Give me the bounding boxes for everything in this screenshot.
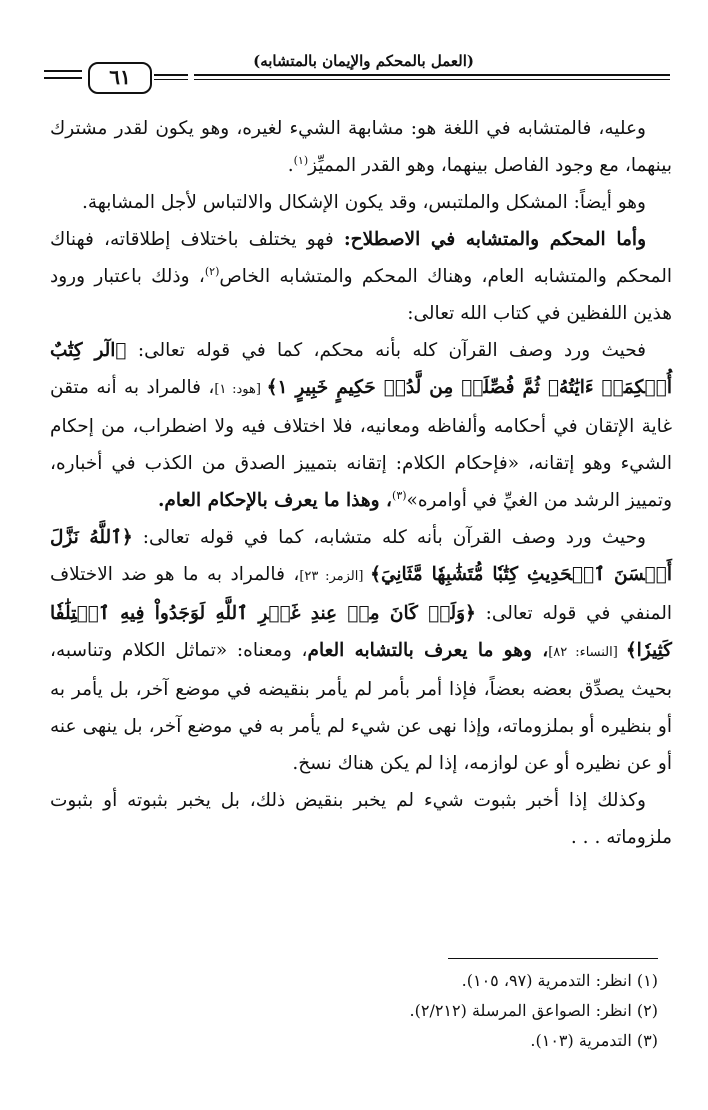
paragraph-text: وحيث ورد وصف القرآن بأنه كله متشابه، كما في قوله تعالى:	[132, 527, 646, 548]
bold-heading: وأما المحكم والمتشابه في الاصطلاح:	[343, 229, 647, 250]
footnotes	[58, 966, 658, 1056]
quran-verse: ﴿الٓر كِتَٰبٌ أُحۡكِمَتۡ ءَايَٰتُهُۥ ثُمَّ فُصِّلَتۡ مِن لَّدُنۡ حَكِيمٍ خَبِيرٍ ١﴾	[50, 340, 673, 398]
header-dash	[154, 79, 188, 80]
paragraph-text: فحيث ورد وصف القرآن كله بأنه محكم، كما في قوله تعالى:	[126, 340, 646, 361]
paragraph-text: ، فالمراد به أنه متقن غاية الإتقان في أحكامه وألفاظه ومعانيه، فلا اختلاف فيه ولا اضطراب، من إحكام الشيء وهو إتقانه، «فإحكام الكلام: إتقانه بتمييز الصدق من الكذب في أخباره، وتمييز الرشد من الغيِّ في أوامره»	[50, 377, 672, 511]
header-dash	[44, 70, 82, 72]
footnote-separator	[448, 958, 658, 959]
quran-verse: ﴿وَلَوۡ كَانَ مِنۡ عِندِ غَيۡرِ ٱللَّهِ لَوَجَدُواْ فِيهِ ٱخۡتِلَٰفٗا كَثِيرٗا﴾	[50, 603, 672, 661]
paragraph-text: ، فالمراد به ما هو ضد الاختلاف المنفي في قوله تعالى:	[50, 564, 672, 624]
verse-citation: [النساء: ٨٢]	[548, 645, 626, 660]
header-dash	[44, 77, 82, 79]
footnote: (٣) التدمرية (١٠٣).	[530, 1031, 658, 1050]
bold-text: ، وهذا ما يعرف بالإحكام العام.	[157, 490, 393, 511]
running-title: (العمل بالمحكم والإيمان بالمتشابه)	[253, 52, 474, 70]
footnote-ref: (١)	[293, 153, 309, 167]
paragraph	[50, 221, 672, 332]
header-rule-thin	[194, 79, 670, 80]
paragraph	[50, 332, 672, 519]
paragraph-text: ، ومعناه: «تماثل الكلام وتناسبه، بحيث يصدِّق بعضه بعضاً، فإذا أمر بأمر لم يأمر بنقيضه في موضع آخر، بل يأمر به أو بنظيره أو بملزوماته، وإذا نهى عن شيء لم يأمر به في موضع آخر، بل ينهى عنه أو عن نظيره أو عن لوازمه، إذا لم يكن هناك نسخ.	[50, 640, 672, 774]
paragraph	[50, 519, 672, 782]
verse-citation: [هود: ١]	[214, 382, 267, 397]
main-text	[50, 110, 672, 856]
footnote: (٢) انظر: الصواعق المرسلة (٢/٢١٢).	[409, 1001, 658, 1020]
paragraph-text: ، وذلك باعتبار ورود هذين اللفظين في كتاب الله تعالى:	[50, 266, 672, 324]
paragraph: وكذلك إذا أخبر بثبوت شيء لم يخبر بنقيض ذلك، بل يخبر بثبوته أو بثبوت ملزوماته . . .	[50, 790, 672, 848]
quran-verse: ﴿ٱللَّهُ نَزَّلَ أَحۡسَنَ ٱلۡحَدِيثِ كِتَٰبٗا مُّتَشَٰبِهٗا مَّثَانِيَ﴾	[50, 527, 672, 585]
header-rule	[194, 74, 670, 76]
paragraph: وعليه، فالمتشابه في اللغة هو: مشابهة الشيء لغيره، وهو يكون لقدر مشترك بينهما، مع وجود الفاصل بينهما، وهو القدر المميِّز$^{(١)}$.	[50, 118, 672, 176]
paragraph-text: فهو يختلف باختلاف إطلاقاته، فهناك المحكم والمتشابه العام، وهناك المحكم والمتشابه الخاص	[50, 229, 672, 287]
page-header	[44, 48, 674, 88]
page-number: ٦١	[88, 62, 152, 94]
footnote-ref: (٢)	[204, 264, 220, 278]
footnote: (١) انظر: التدمرية (٩٧، ١٠٥).	[461, 971, 658, 990]
verse-citation: [الزمر: ٢٣]	[299, 569, 371, 584]
header-dash	[154, 74, 188, 76]
footnote-ref: (٣)	[392, 488, 407, 502]
paragraph-text: وعليه، فالمتشابه في اللغة هو: مشابهة الشيء لغيره، وهو يكون لقدر مشترك بينهما، مع وجود الفاصل بينهما، وهو القدر المميِّز	[50, 118, 672, 176]
bold-text: ، وهو ما يعرف بالتشابه العام	[307, 640, 549, 661]
paragraph: وهو أيضاً: المشكل والملتبس، وقد يكون الإشكال والالتباس لأجل المشابهة.	[81, 192, 646, 213]
